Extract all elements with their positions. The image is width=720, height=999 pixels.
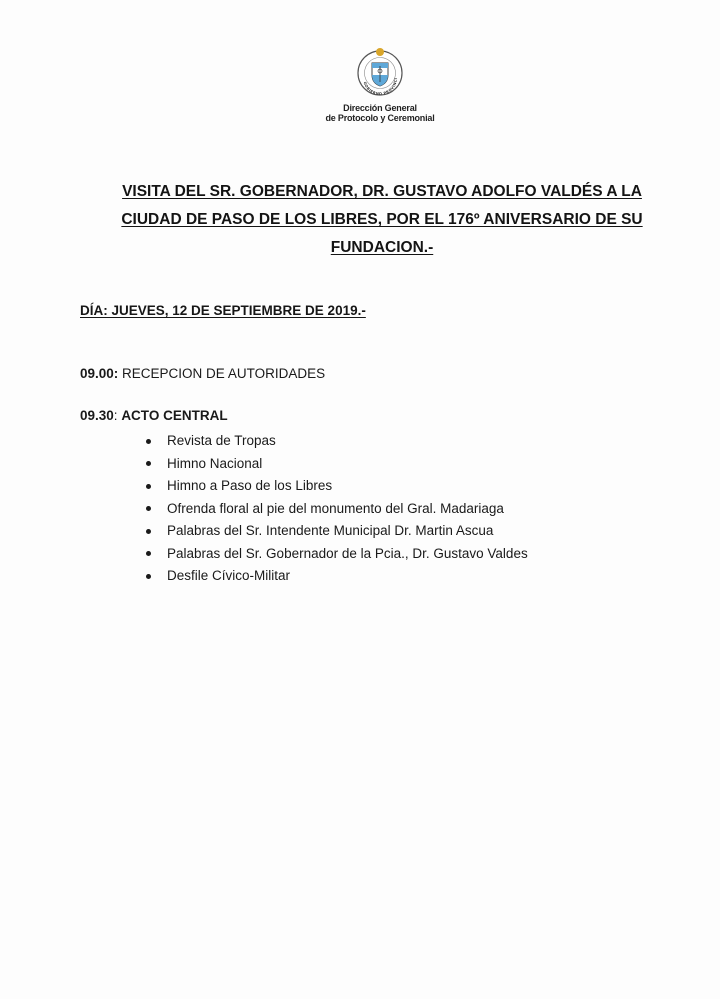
event-date: DÍA: JUEVES, 12 DE SEPTIEMBRE DE 2019.-: [80, 303, 366, 318]
bullet-icon: [146, 506, 151, 511]
list-item: [142, 475, 528, 498]
list-item-text: Himno a Paso de los Libres: [167, 478, 333, 494]
list-item: [142, 430, 528, 453]
organization-name-line2: de Protocolo y Ceremonial: [325, 113, 435, 123]
list-item-text: Himno Nacional: [167, 455, 263, 471]
schedule-time: 09.30: [80, 408, 114, 423]
list-item-text: Ofrenda floral al pie del monumento del Gral. Madariaga: [167, 500, 504, 516]
provincial-seal-logo: [355, 46, 405, 98]
bullet-icon: [146, 484, 151, 489]
bullet-icon: [146, 551, 151, 556]
schedule-label: RECEPCION DE AUTORIDADES: [122, 366, 326, 381]
schedule-item: [80, 366, 325, 381]
svg-text:GOBIERNO PROVINCIAL: GOBIERNO PROVINCI: [362, 77, 399, 97]
list-item-text: Palabras del Sr. Gobernador de la Pcia., Dr. Gustavo Valdes: [167, 545, 528, 561]
list-item-text: Palabras del Sr. Intendente Municipal Dr. Martin Ascua: [167, 523, 494, 539]
list-item: [142, 520, 528, 543]
list-item-text: Revista de Tropas: [167, 433, 276, 449]
organization-name: [300, 103, 460, 123]
document-title: [92, 178, 672, 262]
bullet-icon: [146, 574, 151, 579]
list-item: [142, 498, 528, 521]
title-line1: VISITA DEL SR. GOBERNADOR, DR. GUSTAVO ADOLFO VALDÉS A LA: [122, 183, 642, 200]
organization-name-line1: Dirección General: [343, 103, 417, 113]
bullet-icon: [146, 529, 151, 534]
bullet-icon: [146, 461, 151, 466]
title-line2: CIUDAD DE PASO DE LOS LIBRES, POR EL 176º ANIVERSARIO DE SU: [121, 211, 643, 228]
list-item: [142, 453, 528, 476]
schedule-label: ACTO CENTRAL: [121, 408, 228, 423]
acto-central-list: [142, 430, 528, 588]
bullet-icon: [146, 439, 151, 444]
schedule-time: 09.00:: [80, 366, 119, 381]
list-item: [142, 543, 528, 566]
list-item: [142, 565, 528, 588]
title-line3: FUNDACION.-: [330, 239, 434, 256]
list-item-text: Desfile Cívico-Militar: [167, 568, 291, 584]
schedule-separator: :: [113, 408, 122, 423]
schedule-item: [80, 408, 228, 423]
